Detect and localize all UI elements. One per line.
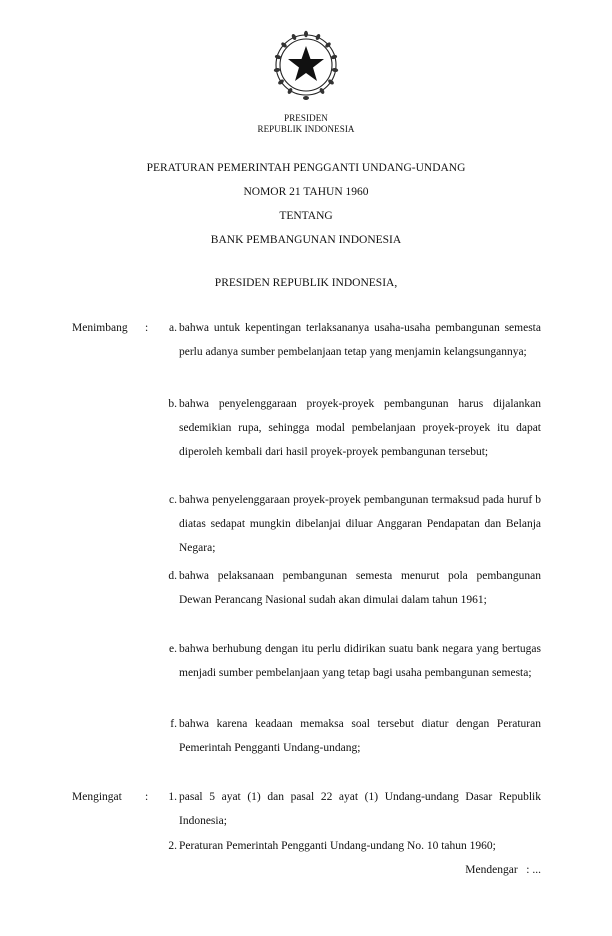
menimbang-item-d <box>157 564 541 612</box>
item-marker: a. <box>169 322 177 334</box>
item-marker: d. <box>168 570 177 582</box>
next-page-catchword: Mendengar : ... <box>465 864 541 876</box>
item-text: bahwa untuk kepentingan terlaksananya usaha-usaha pembangunan semesta perlu adanya sumber pembelanjaan tetap yang menjamin kelangsungannya; <box>179 322 541 358</box>
item-marker: e. <box>169 643 177 655</box>
item-marker: 2. <box>168 840 177 852</box>
regulation-title: PERATURAN PEMERINTAH PENGGANTI UNDANG-UNDANG <box>146 162 466 174</box>
regulation-about: TENTANG <box>279 210 333 222</box>
regulation-number: NOMOR 21 TAHUN 1960 <box>243 186 369 198</box>
item-text: bahwa penyelenggaraan proyek-proyek pembangunan harus dijalankan sedemikian rupa, sehingga modal pembelanjaan proyek-proyek itu dapat diperoleh kembali dari hasil proyek-proyek pembangunan tersebut; <box>179 398 541 458</box>
header-line-2: REPUBLIK INDONESIA <box>257 124 355 134</box>
item-text: bahwa karena keadaan memaksa soal tersebut diatur dengan Peraturan Pemerintah Pengganti Undang-undang; <box>179 718 541 754</box>
mengingat-item-1 <box>157 785 541 833</box>
mengingat-item-2 <box>157 834 541 858</box>
item-marker: b. <box>168 398 177 410</box>
header-line-1: PRESIDEN <box>284 113 328 123</box>
item-marker: 1. <box>168 791 177 803</box>
regulation-subject: BANK PEMBANGUNAN INDONESIA <box>210 234 402 246</box>
menimbang-label: Menimbang <box>72 322 128 334</box>
item-text: bahwa penyelenggaraan proyek-proyek pembangunan termaksud pada huruf b diatas sedapat mungkin dibelanjai diluar Anggaran Pendapatan dan Belanja Negara; <box>179 494 541 554</box>
item-text: Peraturan Pemerintah Pengganti Undang-undang No. 10 tahun 1960; <box>179 840 496 852</box>
item-marker: c. <box>169 494 177 506</box>
garuda-star-emblem <box>270 28 342 106</box>
item-text: bahwa pelaksanaan pembangunan semesta menurut pola pembangunan Dewan Perancang Nasional sudah akan dimulai dalam tahun 1961; <box>179 570 541 606</box>
item-marker: f. <box>170 718 177 730</box>
item-text: pasal 5 ayat (1) dan pasal 22 ayat (1) Undang-undang Dasar Republik Indonesia; <box>179 791 541 827</box>
menimbang-item-a <box>157 316 541 364</box>
mengingat-label: Mengingat <box>72 791 122 803</box>
menimbang-item-f <box>157 712 541 760</box>
menimbang-item-c <box>157 488 541 560</box>
menimbang-item-b <box>157 392 541 464</box>
item-text: bahwa berhubung dengan itu perlu didirikan suatu bank negara yang bertugas menjadi sumber pembelanjaan yang tetap bagi usaha pembangunan semesta; <box>179 643 541 679</box>
menimbang-colon: : <box>145 322 149 334</box>
star-wreath-icon <box>270 28 342 106</box>
menimbang-item-e <box>157 637 541 685</box>
issuer-line: PRESIDEN REPUBLIK INDONESIA, <box>214 277 398 289</box>
mengingat-colon: : <box>145 791 149 803</box>
